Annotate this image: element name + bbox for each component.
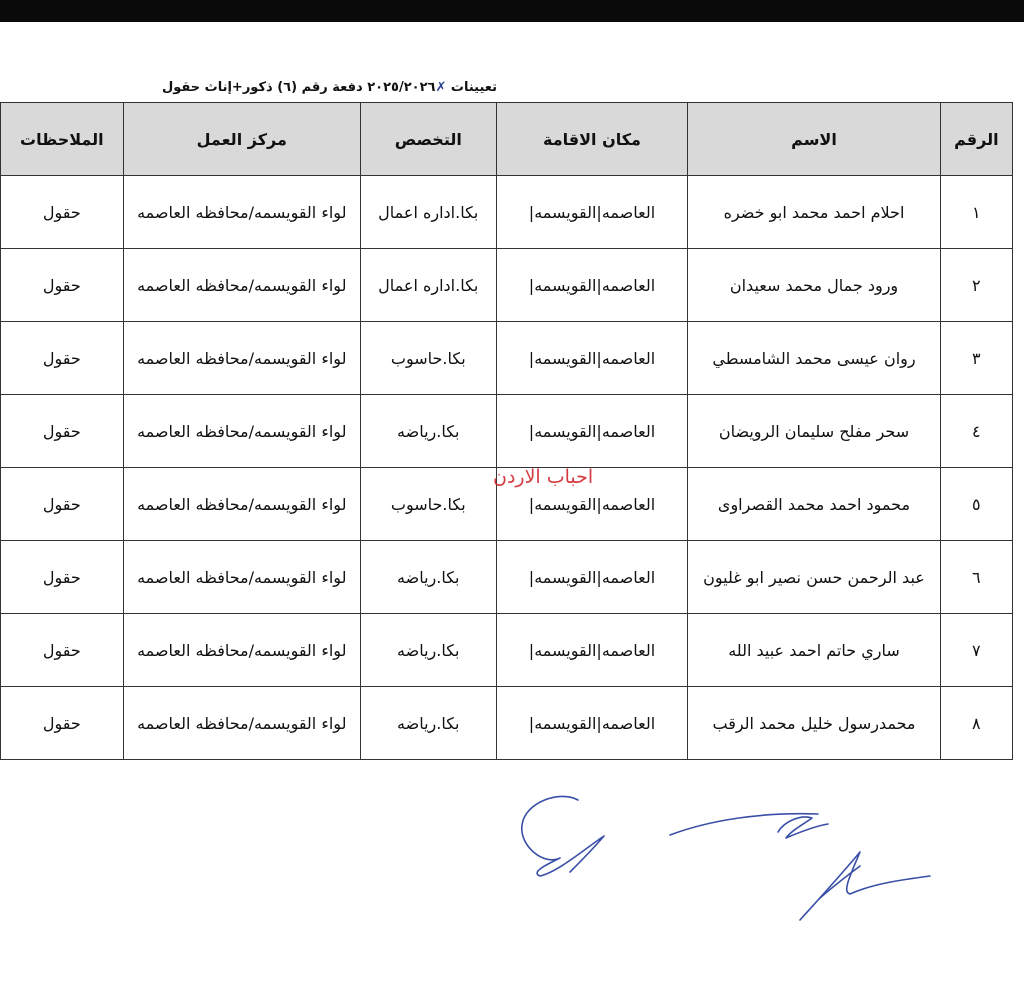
table-row [1,614,1013,687]
header-number: الرقم [940,103,1012,176]
cell-notes: حقول [1,687,124,760]
cell-number: ١ [940,176,1012,249]
cell-workplace: لواء القويسمه/محافظه العاصمه [123,687,360,760]
cell-notes: حقول [1,468,124,541]
cell-residence: العاصمه|القويسمه| [496,395,688,468]
title-text-before: تعيينات [446,80,497,95]
watermark-stamp: احباب الاردن [493,466,594,488]
cell-name: احلام احمد محمد ابو خضره [688,176,940,249]
table-row [1,322,1013,395]
cell-number: ٦ [940,541,1012,614]
cell-number: ٢ [940,249,1012,322]
cell-name: ساري حاتم احمد عبيد الله [688,614,940,687]
handwritten-signatures [500,780,950,930]
cell-residence: العاصمه|القويسمه| [496,687,688,760]
cell-specialty: بكا.اداره اعمال [360,176,496,249]
cell-notes: حقول [1,322,124,395]
cell-workplace: لواء القويسمه/محافظه العاصمه [123,322,360,395]
header-workplace: مركز العمل [123,103,360,176]
table-row [1,687,1013,760]
header-residence: مكان الاقامة [496,103,688,176]
cell-name: عبد الرحمن حسن نصير ابو غليون [688,541,940,614]
cell-residence: العاصمه|القويسمه| [496,614,688,687]
cell-specialty: بكا.حاسوب [360,322,496,395]
signature-bottom-stroke [820,866,860,898]
title-text-after: ٢٠٢٥/٢٠٢٦ دفعة رقم (٦) ذكور+إناث حقول [161,80,436,95]
cell-residence: العاصمه|القويسمه| [496,176,688,249]
cell-notes: حقول [1,249,124,322]
cell-name: محمود احمد محمد القصراوى [688,468,940,541]
cell-residence: العاصمه|القويسمه| [496,322,688,395]
cell-workplace: لواء القويسمه/محافظه العاصمه [123,468,360,541]
cell-specialty: بكا.حاسوب [360,468,496,541]
cell-residence: العاصمه|القويسمه| [496,541,688,614]
cell-workplace: لواء القويسمه/محافظه العاصمه [123,541,360,614]
signature-right-line [670,814,818,835]
cell-number: ٣ [940,322,1012,395]
table-row [1,395,1013,468]
cell-number: ٧ [940,614,1012,687]
cell-residence: العاصمه|القويسمه| [496,249,688,322]
cell-name: سحر مفلح سليمان الرويضان [688,395,940,468]
cell-specialty: بكا.رياضه [360,687,496,760]
appointments-table [0,102,1013,760]
header-specialty: التخصص [360,103,496,176]
cell-name: روان عيسى محمد الشامسطي [688,322,940,395]
signature-left [522,796,604,876]
header-name: الاسم [688,103,940,176]
cell-residence: العاصمه|القويسمه| [496,468,688,541]
cell-specialty: بكا.اداره اعمال [360,249,496,322]
cell-name: ورود جمال محمد سعيدان [688,249,940,322]
cell-specialty: بكا.رياضه [360,614,496,687]
cell-notes: حقول [1,176,124,249]
table-row [1,176,1013,249]
cell-name: محمدرسول خليل محمد الرقب [688,687,940,760]
cell-notes: حقول [1,395,124,468]
table-header-row [1,103,1013,176]
document-title [162,80,497,95]
signature-bottom [800,852,930,920]
cell-notes: حقول [1,541,124,614]
cell-workplace: لواء القويسمه/محافظه العاصمه [123,614,360,687]
cell-specialty: بكا.رياضه [360,395,496,468]
cell-specialty: بكا.رياضه [360,541,496,614]
cell-number: ٤ [940,395,1012,468]
cell-workplace: لواء القويسمه/محافظه العاصمه [123,395,360,468]
signature-right-loop [778,817,828,838]
scanner-top-bar [0,0,1024,22]
cell-number: ٨ [940,687,1012,760]
table-row [1,541,1013,614]
title-hand-mark: ✗ [435,80,447,95]
cell-workplace: لواء القويسمه/محافظه العاصمه [123,249,360,322]
cell-notes: حقول [1,614,124,687]
cell-number: ٥ [940,468,1012,541]
cell-workplace: لواء القويسمه/محافظه العاصمه [123,176,360,249]
header-notes: الملاحظات [1,103,124,176]
table-row [1,249,1013,322]
